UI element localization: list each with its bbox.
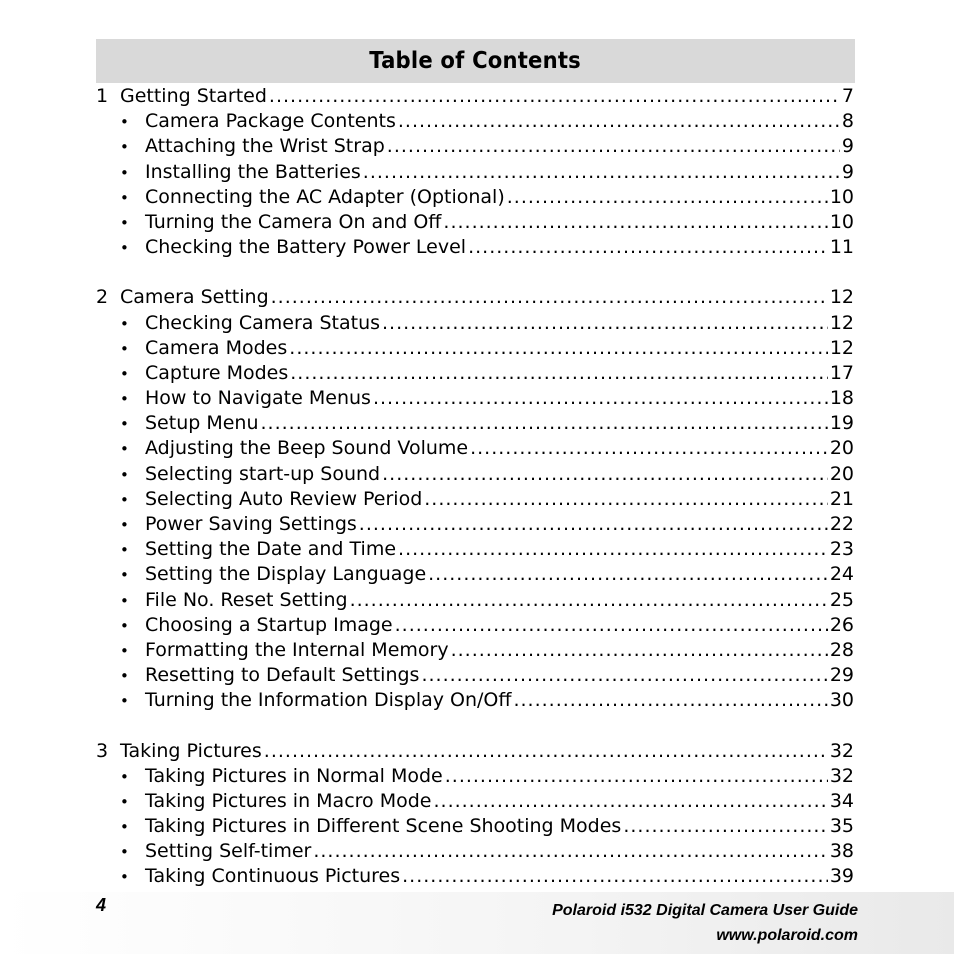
dot-leader (271, 285, 828, 310)
bullet-icon: • (120, 843, 129, 862)
page-reference: 38 (829, 840, 854, 863)
dot-leader (289, 336, 828, 361)
toc-item-row[interactable] (96, 864, 854, 889)
website-url: www.polaroid.com (716, 927, 858, 944)
toc-item-row[interactable] (96, 562, 854, 587)
page-reference: 30 (829, 689, 854, 712)
item-title: Taking Pictures in Different Scene Shooting Modes (145, 815, 622, 838)
item-title: Installing the Batteries (145, 160, 361, 183)
toc-item-row[interactable] (96, 814, 854, 839)
toc-item-row[interactable] (96, 764, 854, 789)
toc-item-row[interactable] (96, 134, 854, 159)
item-title: How to Navigate Menus (145, 387, 371, 410)
toc-item-row[interactable] (96, 210, 854, 235)
dot-leader (468, 235, 828, 260)
toc-item-row[interactable] (96, 235, 854, 260)
item-title: Capture Modes (145, 361, 289, 384)
item-title: Choosing a Startup Image (145, 613, 393, 636)
dot-leader (513, 688, 827, 713)
dot-leader (433, 789, 827, 814)
item-title: Setup Menu (145, 412, 259, 435)
section-number: 2 (96, 286, 109, 309)
bullet-icon: • (120, 440, 129, 459)
page-reference: 12 (829, 336, 854, 359)
dot-leader (373, 386, 828, 411)
bullet-icon: • (120, 465, 129, 484)
item-title: Taking Pictures in Normal Mode (145, 764, 443, 787)
page-reference: 11 (829, 236, 854, 259)
page-reference: 24 (829, 563, 854, 586)
page-title: Table of Contents (369, 48, 582, 74)
bullet-icon: • (120, 868, 129, 887)
page-reference: 20 (829, 462, 854, 485)
dot-leader (443, 210, 827, 235)
page-number: 4 (96, 895, 107, 915)
dot-leader (313, 839, 827, 864)
item-title: Turning the Information Display On/Off (145, 689, 512, 712)
page-reference: 21 (829, 487, 854, 510)
item-title: Setting the Date and Time (145, 538, 397, 561)
page-reference: 8 (841, 110, 854, 133)
page-reference: 12 (829, 311, 854, 334)
item-title: Selecting start-up Sound (145, 462, 381, 485)
bullet-icon: • (120, 792, 129, 811)
toc-item-row[interactable] (96, 436, 854, 461)
section-title: Taking Pictures (120, 739, 262, 762)
bullet-icon: • (120, 667, 129, 686)
dot-leader (451, 638, 828, 663)
toc-section-row[interactable] (96, 84, 854, 109)
page-reference: 26 (829, 613, 854, 636)
item-title: Setting Self-timer (145, 840, 312, 863)
page-reference: 10 (829, 185, 854, 208)
item-title: Taking Continuous Pictures (145, 865, 401, 888)
bullet-icon: • (120, 767, 129, 786)
page-reference: 10 (829, 210, 854, 233)
dot-leader (359, 512, 828, 537)
bullet-icon: • (120, 188, 129, 207)
toc-item-row[interactable] (96, 663, 854, 688)
item-title: Power Saving Settings (145, 513, 357, 535)
bullet-icon: • (120, 213, 129, 232)
page-reference: 9 (841, 135, 854, 158)
dot-leader (623, 814, 827, 839)
bullet-icon: • (120, 138, 129, 157)
toc-item-row[interactable] (96, 839, 854, 864)
dot-leader (382, 462, 828, 487)
item-title: Camera Modes (145, 336, 288, 359)
toc-item-row[interactable] (96, 361, 854, 386)
dot-leader (421, 663, 827, 688)
toc-item-row[interactable] (96, 588, 854, 613)
page-reference: 25 (829, 588, 854, 611)
dot-leader (470, 436, 828, 461)
dot-leader (428, 562, 828, 587)
bullet-icon: • (120, 641, 129, 660)
toc-item-row[interactable] (96, 688, 854, 713)
bullet-icon: • (120, 415, 129, 434)
toc-item-row[interactable] (96, 462, 854, 487)
bullet-icon: • (120, 490, 129, 509)
toc-item-row[interactable] (96, 160, 854, 185)
toc-item-row[interactable] (96, 512, 854, 537)
toc-item-row[interactable] (96, 411, 854, 436)
toc-item-row[interactable] (96, 336, 854, 361)
section-number: 3 (96, 739, 109, 762)
toc-item-row[interactable] (96, 613, 854, 638)
page-reference: 32 (829, 764, 854, 787)
bullet-icon: • (120, 591, 129, 610)
dot-leader (395, 613, 828, 638)
dot-leader (290, 361, 828, 386)
bullet-icon: • (120, 163, 129, 182)
item-title: Selecting Auto Review Period (145, 487, 423, 510)
toc-section-row[interactable] (96, 285, 854, 310)
dot-leader (363, 160, 840, 185)
dot-leader (350, 588, 828, 613)
page-reference: 29 (829, 664, 854, 687)
dot-leader (398, 537, 828, 562)
page-reference: 28 (829, 638, 854, 661)
item-title: Taking Pictures in Macro Mode (145, 789, 432, 812)
page-reference: 35 (829, 815, 854, 838)
item-title: Formatting the Internal Memory (145, 638, 449, 661)
dot-leader (264, 739, 828, 764)
page-reference: 32 (829, 739, 854, 762)
item-title: Adjusting the Beep Sound Volume (145, 437, 469, 460)
item-title: Attaching the Wrist Strap (145, 135, 385, 158)
footer (552, 898, 858, 948)
guide-title: Polaroid i532 Digital Camera User Guide (552, 902, 858, 919)
section-title: Camera Setting (120, 286, 269, 309)
dot-leader (387, 134, 840, 159)
bullet-icon: • (120, 541, 129, 560)
table-of-contents (96, 84, 854, 890)
dot-leader (507, 185, 828, 210)
dot-leader (382, 311, 828, 336)
page-reference: 22 (829, 513, 854, 535)
page-reference: 12 (829, 286, 854, 309)
item-title: Connecting the AC Adapter (Optional) (145, 185, 505, 208)
item-title: Resetting to Default Settings (145, 664, 420, 687)
page-reference: 20 (829, 437, 854, 460)
dot-leader (424, 487, 828, 512)
dot-leader (445, 764, 828, 789)
bullet-icon: • (120, 390, 129, 409)
item-title: Checking the Battery Power Level (145, 236, 467, 259)
page-reference: 23 (829, 538, 854, 561)
bullet-icon: • (120, 339, 129, 358)
bullet-icon: • (120, 113, 129, 132)
item-title: Setting the Display Language (145, 563, 427, 586)
dot-leader (402, 864, 828, 889)
toc-item-row[interactable] (96, 789, 854, 814)
item-title: Turning the Camera On and Off (145, 210, 442, 233)
toc-item-row[interactable] (96, 638, 854, 663)
dot-leader (269, 84, 840, 109)
bullet-icon: • (120, 818, 129, 837)
item-title: Checking Camera Status (145, 311, 381, 334)
bullet-icon: • (120, 692, 129, 711)
toc-item-row[interactable] (96, 185, 854, 210)
page-reference: 19 (829, 412, 854, 435)
bullet-icon: • (120, 616, 129, 635)
item-title: File No. Reset Setting (145, 588, 348, 611)
page-reference: 34 (829, 789, 854, 812)
page-reference: 17 (829, 361, 854, 384)
dot-leader (398, 109, 840, 134)
page-reference: 9 (841, 160, 854, 183)
title-bar (96, 39, 855, 83)
page-reference: 7 (841, 85, 854, 107)
section-number: 1 (96, 85, 109, 107)
bullet-icon: • (120, 314, 129, 333)
bullet-icon: • (120, 364, 129, 383)
toc-section-row[interactable] (96, 739, 854, 764)
toc-item-row[interactable] (96, 386, 854, 411)
bullet-icon: • (120, 566, 129, 585)
bullet-icon: • (120, 516, 129, 534)
dot-leader (261, 411, 828, 436)
bullet-icon: • (120, 239, 129, 258)
page-reference: 18 (829, 387, 854, 410)
section-title: Getting Started (120, 85, 267, 107)
item-title: Camera Package Contents (145, 110, 396, 133)
page-reference: 39 (829, 865, 854, 888)
toc-item-row[interactable] (96, 109, 854, 134)
toc-item-row[interactable] (96, 487, 854, 512)
toc-item-row[interactable] (96, 311, 854, 336)
toc-item-row[interactable] (96, 537, 854, 562)
